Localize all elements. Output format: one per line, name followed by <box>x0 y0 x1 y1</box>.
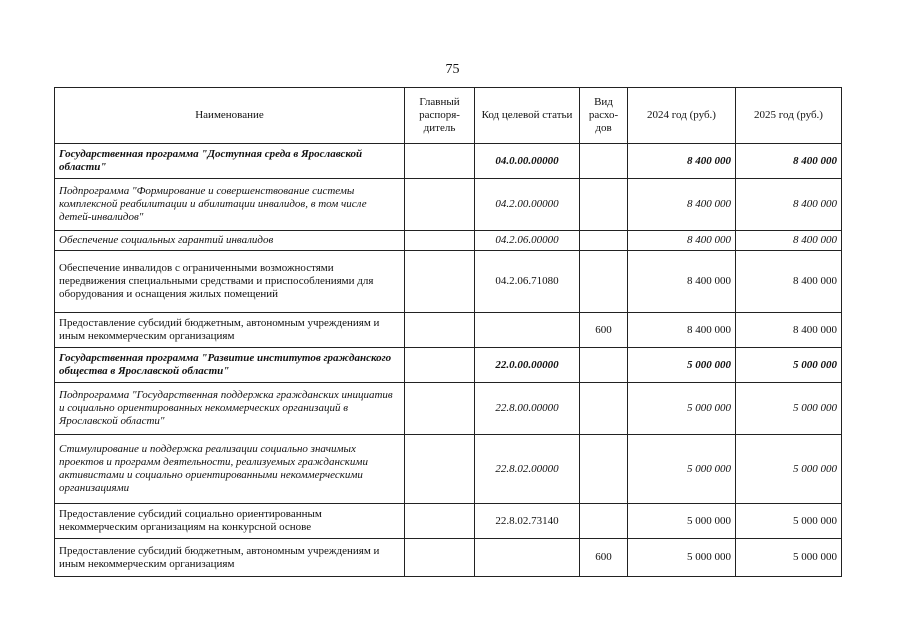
row-name: Обеспечение социальных гарантий инвалидов <box>55 231 405 251</box>
row-admin <box>405 435 475 504</box>
row-admin <box>405 144 475 179</box>
row-amount-2024: 8 400 000 <box>628 144 736 179</box>
row-amount-2024: 8 400 000 <box>628 313 736 348</box>
row-amount-2025: 8 400 000 <box>736 313 842 348</box>
table-row <box>55 435 842 504</box>
row-admin <box>405 539 475 577</box>
row-amount-2025: 8 400 000 <box>736 144 842 179</box>
row-amount-2024: 8 400 000 <box>628 231 736 251</box>
table-row <box>55 179 842 231</box>
header-code: Код целевой статьи <box>475 88 580 144</box>
header-name: Наименование <box>55 88 405 144</box>
row-amount-2024: 5 000 000 <box>628 435 736 504</box>
row-amount-2025: 5 000 000 <box>736 504 842 539</box>
row-name: Обеспечение инвалидов с ограниченными возможностями передвижения специальными средствами и приспособлениями для оборудования и оснащения жилых помещений <box>55 251 405 313</box>
row-code: 22.8.02.00000 <box>475 435 580 504</box>
row-amount-2024: 8 400 000 <box>628 251 736 313</box>
row-type: 600 <box>580 539 628 577</box>
row-type <box>580 504 628 539</box>
row-name: Предоставление субсидий бюджетным, автономным учреждениям и иным некоммерческим организациям <box>55 313 405 348</box>
page-number: 75 <box>445 62 460 77</box>
row-amount-2025: 8 400 000 <box>736 179 842 231</box>
header-2025: 2025 год (руб.) <box>736 88 842 144</box>
row-admin <box>405 179 475 231</box>
row-amount-2025: 8 400 000 <box>736 231 842 251</box>
row-amount-2024: 5 000 000 <box>628 348 736 383</box>
row-code <box>475 313 580 348</box>
row-type <box>580 231 628 251</box>
budget-table <box>54 87 842 577</box>
row-name: Государственная программа "Развитие институтов гражданского общества в Ярославской области" <box>55 348 405 383</box>
row-amount-2025: 5 000 000 <box>736 539 842 577</box>
row-admin <box>405 348 475 383</box>
row-type <box>580 435 628 504</box>
row-type <box>580 348 628 383</box>
table-row <box>55 313 842 348</box>
header-admin: Главный распоря-дитель <box>405 88 475 144</box>
row-code: 04.2.00.00000 <box>475 179 580 231</box>
row-type <box>580 144 628 179</box>
row-code: 22.8.02.73140 <box>475 504 580 539</box>
row-admin <box>405 231 475 251</box>
row-admin <box>405 313 475 348</box>
row-name: Предоставление субсидий социально ориентированным некоммерческим организациям на конкурсной основе <box>55 504 405 539</box>
row-code: 04.2.06.71080 <box>475 251 580 313</box>
table-row <box>55 144 842 179</box>
header-2024: 2024 год (руб.) <box>628 88 736 144</box>
row-amount-2025: 8 400 000 <box>736 251 842 313</box>
row-amount-2024: 5 000 000 <box>628 383 736 435</box>
row-amount-2024: 8 400 000 <box>628 179 736 231</box>
row-name: Стимулирование и поддержка реализации социально значимых проектов и программ деятельности, реализуемых гражданскими активистами и социально ориентированными некоммерческими организациями <box>55 435 405 504</box>
row-admin <box>405 504 475 539</box>
row-name: Подпрограмма "Государственная поддержка гражданских инициатив и социально ориентированных некоммерческих организаций в Ярославской области" <box>55 383 405 435</box>
row-type <box>580 179 628 231</box>
table-row <box>55 251 842 313</box>
row-admin <box>405 383 475 435</box>
row-amount-2025: 5 000 000 <box>736 383 842 435</box>
row-code: 22.8.00.00000 <box>475 383 580 435</box>
row-admin <box>405 251 475 313</box>
row-type: 600 <box>580 313 628 348</box>
row-name: Предоставление субсидий бюджетным, автономным учреждениям и иным некоммерческим организациям <box>55 539 405 577</box>
row-name: Подпрограмма "Формирование и совершенствование системы комплексной реабилитации и абилитации инвалидов, в том числе детей-инвалидов" <box>55 179 405 231</box>
row-type <box>580 251 628 313</box>
row-amount-2024: 5 000 000 <box>628 504 736 539</box>
row-name: Государственная программа "Доступная среда в Ярославской области" <box>55 144 405 179</box>
row-code: 04.0.00.00000 <box>475 144 580 179</box>
table-row <box>55 231 842 251</box>
row-amount-2025: 5 000 000 <box>736 435 842 504</box>
table-row <box>55 383 842 435</box>
table-header-row <box>55 88 842 144</box>
header-type: Вид расхо-дов <box>580 88 628 144</box>
table-row <box>55 539 842 577</box>
row-code: 04.2.06.00000 <box>475 231 580 251</box>
table-row <box>55 348 842 383</box>
row-amount-2024: 5 000 000 <box>628 539 736 577</box>
table-row <box>55 504 842 539</box>
row-code: 22.0.00.00000 <box>475 348 580 383</box>
row-amount-2025: 5 000 000 <box>736 348 842 383</box>
row-code <box>475 539 580 577</box>
row-type <box>580 383 628 435</box>
